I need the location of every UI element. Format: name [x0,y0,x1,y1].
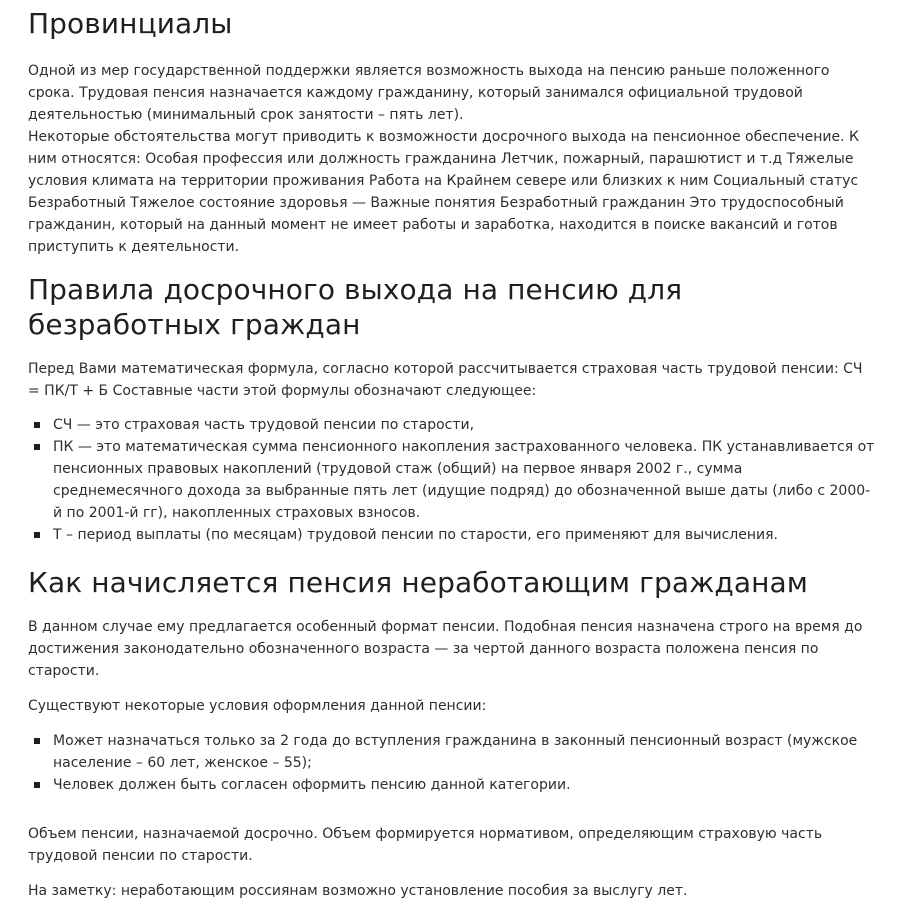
list-item: СЧ — это страховая часть трудовой пенсии по старости, [28,414,875,436]
conditions-list [28,730,875,796]
formula-list [28,414,875,546]
list-item: ПК — это математическая сумма пенсионного накопления застрахованного человека. ПК устанавливается от пенсионных правовых накоплений (трудовой стаж (общий) на первое января 2002 г., сумма среднемесячного дохода за выбранные пять лет (идущие подряд) до обозначенной выше даты (либо с 2000-й по 2001-й гг), накопленных страховых взносов. [28,436,875,524]
list-item: Может назначаться только за 2 года до вступления гражданина в законный пенсионный возраст (мужское население – 60 лет, женское – 55); [28,730,875,774]
paragraph-circumstances: Некоторые обстоятельства могут приводить к возможности досрочного выхода на пенсионное обеспечение. К ним относятся: Особая профессия или должность гражданина Летчик, пожарный, парашютист и т.д Тяжелые условия климата на территории проживания Работа на Крайнем севере или близких к ним Социальный статус Безработный Тяжелое состояние здоровья — Важные понятия Безработный гражданин Это трудоспособный гражданин, который на данный момент не имеет работы и заработка, находится в поиске вакансий и готов приступить к деятельности. [28,129,859,255]
paragraph-early-retirement: Одной из мер государственной поддержки является возможность выхода на пенсию раньше положенного срока. Трудовая пенсия назначается каждому гражданину, который занимался официальной трудовой деятельностью (минимальный срок занятости – пять лет). [28,63,830,123]
paragraph-conditions-intro: Существуют некоторые условия оформления данной пенсии: [28,698,487,714]
list-item: Человек должен быть согласен оформить пенсию данной категории. [28,774,875,796]
section-heading-calculation: Как начисляется пенсия неработающим гражданам [28,566,809,599]
section-heading-provincials: Провинциалы [28,7,233,40]
article [0,6,903,902]
list-item: Т – период выплаты (по месяцам) трудовой пенсии по старости, его применяют для вычисления. [28,524,875,546]
paragraph-note: На заметку: неработающим россиянам возможно установление пособия за выслугу лет. [28,883,688,899]
paragraph-pension-volume: Объем пенсии, назначаемой досрочно. Объем формируется нормативом, определяющим страховую часть трудовой пенсии по старости. [28,826,823,864]
paragraph-formula: Перед Вами математическая формула, согласно которой рассчитывается страховая часть трудовой пенсии: СЧ = ПК/Т + Б Составные части этой формулы обозначают следующее: [28,361,863,399]
paragraph-pension-format: В данном случае ему предлагается особенный формат пенсии. Подобная пенсия назначена строго на время до достижения законодательно обозначенного возраста — за чертой данного возраста положена пенсия по старости. [28,619,863,679]
section-heading-rules: Правила досрочного выхода на пенсию для безработных граждан [28,273,683,341]
